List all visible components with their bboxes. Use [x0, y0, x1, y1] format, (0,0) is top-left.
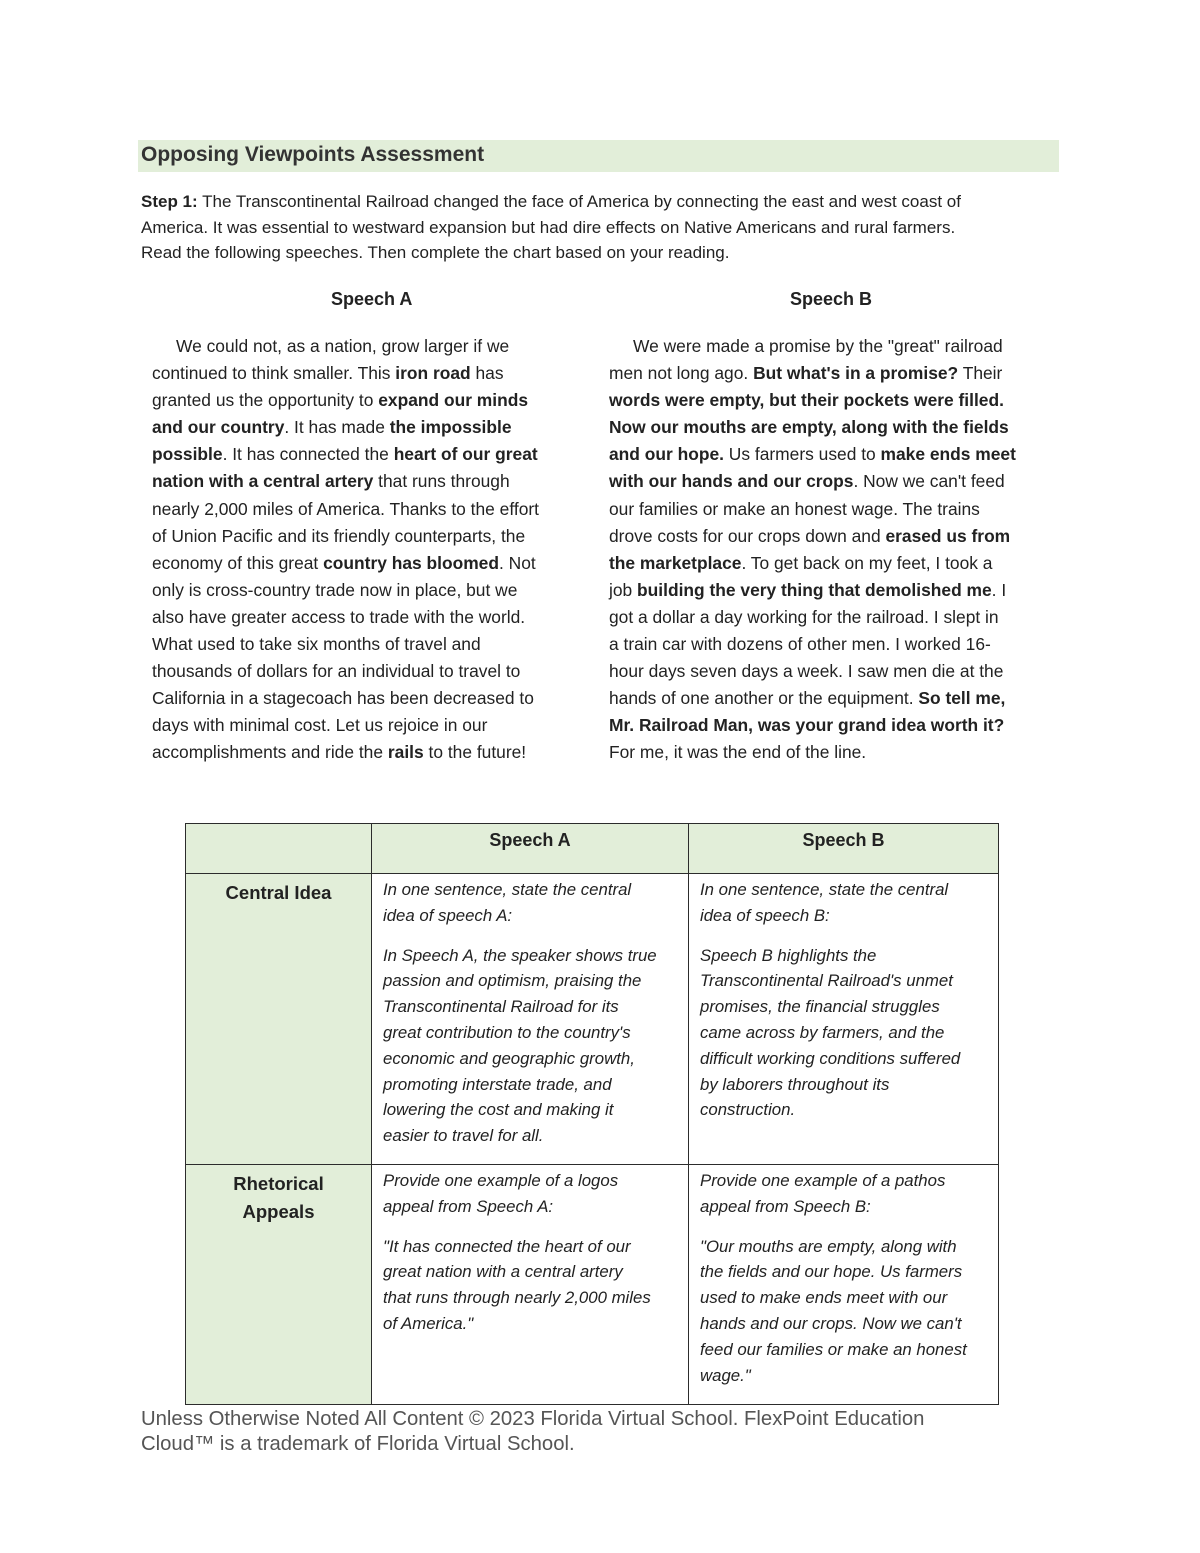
speech-line: [152, 523, 582, 550]
emphasized-phrase: iron road: [395, 363, 471, 384]
speech-line: [152, 577, 582, 604]
answer-line: great contribution to the country's: [383, 1022, 631, 1042]
speech-line: [609, 712, 1059, 739]
emphasized-phrase: with our hands and our crops: [609, 471, 854, 492]
intro-paragraph: [141, 189, 1056, 266]
prompt-line: In one sentence, state the central: [700, 880, 949, 899]
row-label-line: Central Idea: [225, 882, 332, 903]
answer-line: promises, the financial struggles: [700, 997, 940, 1017]
cell-answer: [383, 1234, 678, 1337]
emphasized-phrase: erased us from: [885, 525, 1011, 546]
speech-text: thousands of dollars for an individual to travel to: [152, 661, 521, 682]
speech-text: accomplishments and ride the: [152, 742, 388, 763]
prompt-line: appeal from Speech B:: [700, 1196, 871, 1216]
column-header-speech-a: Speech A: [372, 824, 689, 874]
cell-prompt: [700, 1168, 988, 1220]
central-idea-speech-b: [689, 874, 999, 1165]
speech-line: [609, 387, 1059, 414]
emphasized-phrase: possible: [152, 444, 223, 465]
column-header-speech-b: Speech B: [689, 824, 999, 874]
speech-text: drove costs for our crops down and: [609, 525, 886, 546]
prompt-line: appeal from Speech A:: [383, 1196, 554, 1216]
intro-line-2: America. It was essential to westward expansion but had dire effects on Native Americans and rural farmers.: [141, 217, 956, 237]
speech-line: [152, 387, 582, 414]
chart-corner-cell: [186, 824, 372, 874]
footer-line-1: Unless Otherwise Noted All Content © 2023 Florida Virtual School. FlexPoint Education: [141, 1408, 925, 1430]
central-idea-speech-a: [372, 874, 689, 1165]
speech-text: Their: [958, 363, 1003, 384]
emphasized-phrase: But what's in a promise?: [753, 363, 959, 384]
speech-line: [609, 631, 1059, 658]
speech-line: [152, 360, 582, 387]
row-label-line: Rhetorical: [233, 1173, 324, 1194]
answer-line: easier to travel for all.: [383, 1126, 544, 1146]
speech-line: [609, 496, 1059, 523]
speech-text: Us farmers used to: [723, 444, 881, 465]
row-rhetorical-appeals: [186, 1165, 999, 1405]
speech-line: [609, 685, 1059, 712]
answer-line: by laborers throughout its: [700, 1074, 890, 1094]
speech-b-text: [609, 333, 1059, 767]
answer-line: "It has connected the heart of our: [383, 1236, 631, 1256]
copyright-footer: [141, 1407, 1061, 1457]
prompt-line: idea of speech B:: [700, 905, 830, 925]
speech-line: [609, 577, 1059, 604]
answer-line: Transcontinental Railroad's unmet: [700, 971, 953, 991]
speech-text: to the future!: [423, 742, 527, 763]
answer-line: that runs through nearly 2,000 miles: [383, 1288, 651, 1308]
row-label-line: Appeals: [242, 1201, 315, 1222]
speech-line: [609, 468, 1059, 495]
speech-text: men not long ago.: [609, 363, 754, 384]
speech-text: that runs through: [373, 471, 510, 492]
emphasized-phrase: the marketplace: [609, 552, 742, 573]
speech-text: . I: [991, 579, 1007, 600]
speech-text: We were made a promise by the "great" railroad: [633, 336, 1003, 356]
speech-line: [152, 414, 582, 441]
emphasized-phrase: the impossible: [389, 417, 512, 438]
speech-line: [152, 739, 582, 766]
speech-text: . It has made: [284, 417, 390, 438]
speech-a-heading: Speech A: [331, 289, 413, 309]
speech-line: [152, 712, 582, 739]
emphasized-phrase: building the very thing that demolished me: [637, 579, 992, 600]
answer-line: of America.": [383, 1313, 474, 1333]
emphasized-phrase: words were empty, but their pockets were filled.: [609, 390, 1004, 411]
speech-text: economy of this great: [152, 552, 324, 573]
cell-answer: [700, 1234, 988, 1389]
row-central-idea: [186, 874, 999, 1165]
speech-text: California in a stagecoach has been decreased to: [152, 688, 534, 709]
speech-text: of Union Pacific and its friendly counterparts, the: [152, 525, 526, 546]
speech-line: [609, 739, 1059, 766]
cell-prompt: [383, 877, 678, 929]
speech-line: [152, 631, 582, 658]
answer-line: Speech B highlights the: [700, 945, 877, 965]
speech-text: got a dollar a day working for the railroad. I slept in: [609, 606, 999, 627]
prompt-line: Provide one example of a logos: [383, 1171, 619, 1190]
speech-line: [152, 604, 582, 631]
emphasized-phrase: and our hope.: [609, 444, 724, 465]
speech-text: has: [470, 363, 504, 384]
comparison-chart: [185, 823, 999, 1405]
speech-text: granted us the opportunity to: [152, 390, 379, 411]
answer-line: great nation with a central artery: [383, 1262, 623, 1282]
emphasized-phrase: expand our minds: [378, 390, 529, 411]
intro-text: The Transcontinental Railroad changed the face of America by connecting the east and west coast of: [197, 192, 961, 211]
cell-prompt: [383, 1168, 678, 1220]
emphasized-phrase: So tell me,: [918, 688, 1006, 709]
answer-line: promoting interstate trade, and: [383, 1074, 612, 1094]
speech-line: [152, 658, 582, 685]
answer-line: passion and optimism, praising the: [383, 971, 642, 991]
speech-line: [152, 550, 582, 577]
speech-text: . To get back on my feet, I took a: [741, 552, 993, 573]
emphasized-phrase: make ends meet: [880, 444, 1016, 465]
speech-text: only is cross-country trade now in place, but we: [152, 579, 518, 600]
answer-line: "Our mouths are empty, along with: [700, 1236, 957, 1256]
rhetorical-appeal-speech-b: [689, 1165, 999, 1405]
prompt-line: idea of speech A:: [383, 905, 513, 925]
speech-text: also have greater access to trade with the world.: [152, 606, 526, 627]
answer-line: wage.": [700, 1365, 751, 1385]
answer-line: Transcontinental Railroad for its: [383, 997, 619, 1017]
speech-text: hands of one another or the equipment.: [609, 688, 919, 709]
speech-line: [609, 523, 1059, 550]
emphasized-phrase: rails: [387, 742, 424, 763]
answer-line: used to make ends meet with our: [700, 1288, 948, 1308]
row-label-text: [186, 874, 371, 907]
speech-b-heading: Speech B: [790, 289, 873, 309]
row-label-text: [186, 1165, 371, 1226]
chart-header-row: [186, 824, 999, 874]
cell-answer: [700, 943, 988, 1124]
emphasized-phrase: country has bloomed: [323, 552, 499, 573]
answer-line: difficult working conditions suffered: [700, 1048, 961, 1068]
cell-prompt: [700, 877, 988, 929]
speech-line: [152, 468, 582, 495]
prompt-line: In one sentence, state the central: [383, 880, 632, 899]
speech-line: [609, 360, 1059, 387]
speech-line: [152, 685, 582, 712]
rhetorical-appeal-speech-a: [372, 1165, 689, 1405]
answer-line: In Speech A, the speaker shows true: [383, 945, 657, 965]
speech-line: [609, 441, 1059, 468]
step-label: Step 1:: [141, 192, 198, 211]
answer-line: hands and our crops. Now we can't: [700, 1313, 962, 1333]
row-label-central-idea: [186, 874, 372, 1165]
speech-text: continued to think smaller. This: [152, 363, 396, 384]
emphasized-phrase: heart of our great: [393, 444, 538, 465]
answer-line: the fields and our hope. Us farmers: [700, 1262, 963, 1282]
intro-line-1: [141, 189, 1056, 215]
speech-text: What used to take six months of travel and: [152, 634, 481, 655]
speech-text: For me, it was the end of the line.: [609, 742, 867, 763]
speech-line: [152, 496, 582, 523]
speech-text: . Now we can't feed: [853, 471, 1005, 492]
intro-line-3: Read the following speeches. Then complete the chart based on your reading.: [141, 243, 730, 262]
speech-line: [152, 441, 582, 468]
speech-line: [609, 658, 1059, 685]
speech-line: [609, 333, 1059, 360]
answer-line: construction.: [700, 1100, 796, 1120]
speech-text: job: [609, 579, 638, 600]
answer-line: economic and geographic growth,: [383, 1048, 635, 1068]
answer-line: lowering the cost and making it: [383, 1100, 614, 1120]
emphasized-phrase: and our country: [152, 417, 285, 438]
speech-text: We could not, as a nation, grow larger if we: [176, 336, 510, 356]
cell-answer: [383, 943, 678, 1149]
speech-text: . Not: [498, 552, 536, 573]
speech-text: . It has connected the: [222, 444, 394, 465]
speech-line: [609, 550, 1059, 577]
speech-text: days with minimal cost. Let us rejoice in our: [152, 715, 488, 736]
answer-line: came across by farmers, and the: [700, 1022, 945, 1042]
speech-text: nearly 2,000 miles of America. Thanks to the effort: [152, 498, 539, 519]
speech-text: a train car with dozens of other men. I worked 16-: [609, 634, 991, 655]
emphasized-phrase: nation with a central artery: [152, 471, 374, 492]
speech-text: hour days seven days a week. I saw men die at the: [609, 661, 1004, 682]
answer-line: feed our families or make an honest: [700, 1339, 967, 1359]
speech-line: [609, 604, 1059, 631]
page-title: Opposing Viewpoints Assessment: [141, 143, 485, 166]
footer-line-2: Cloud™ is a trademark of Florida Virtual School.: [141, 1433, 575, 1455]
speech-text: our families or make an honest wage. The trains: [609, 498, 980, 519]
prompt-line: Provide one example of a pathos: [700, 1171, 946, 1190]
row-label-rhetorical-appeals: [186, 1165, 372, 1405]
speech-line: [609, 414, 1059, 441]
emphasized-phrase: Mr. Railroad Man, was your grand idea worth it?: [609, 715, 1005, 736]
speech-a-text: [152, 333, 582, 767]
emphasized-phrase: Now our mouths are empty, along with the fields: [609, 417, 1009, 438]
speech-line: [152, 333, 582, 360]
